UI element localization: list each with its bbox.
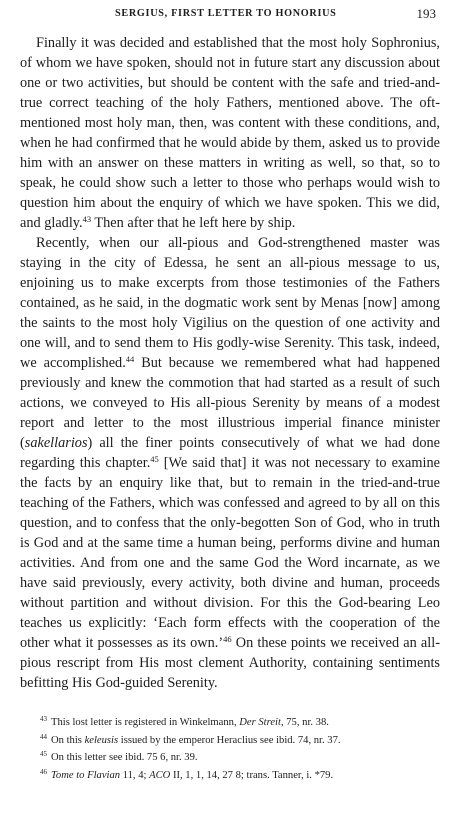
text-run: 11, 4;	[120, 769, 150, 781]
text-run: [We said that] it was not necessary to examine the facts by an enquiry like that, but to remain in the tried-and-true teaching of the Fathers, which was confessed and agreed to by all on this question, and to confess that the only-begotten Son of God, who in truth is God and at the same time a human being, performs divine and human activities. And from one and the same God the Word incarnate, as we have said previously, every activity, both divine and human, proceeds without partition and without division. For this the God-bearing Leo teaches us explicitly: ‘Each form effects with the cooperation of the other what it possesses as its own.’	[20, 455, 440, 651]
footnote	[40, 714, 440, 732]
text-run: But because we remembered what had happened previously and knew the commotion that had started as a result of such actions, we conveyed to His all-pious Serenity by means of a modest report and letter to the most illustrious imperial finance minister (	[20, 355, 440, 451]
text-run: issued by the emperor Heraclius see ibid. 74, nr. 37.	[118, 734, 341, 746]
footnote	[40, 767, 440, 785]
footnote-ref: 44	[40, 732, 47, 741]
footnote-ref: 46	[223, 634, 232, 644]
italic-text: keleusis	[84, 734, 119, 746]
text-run: This lost letter is registered in Winkelmann,	[51, 717, 240, 728]
footnote-ref: 45	[40, 750, 47, 759]
running-title: SERGIUS, FIRST LETTER TO HONORIUS	[115, 8, 337, 19]
text-run: Then after that he left here by ship.	[91, 215, 296, 231]
footnote	[40, 749, 440, 767]
italic-text: sakellarios	[24, 435, 88, 451]
footnote-ref: 43	[40, 715, 47, 723]
italic-text: Der Streit	[239, 717, 281, 728]
body-text	[20, 33, 440, 693]
italic-text: Tome to Flavian	[51, 769, 121, 781]
italic-text: ACO	[149, 769, 171, 781]
text-run: Finally it was decided and established that the most holy Sophronius, of whom we have spoken, should not in future start any discussion about one or two activities, but should be content with the safe and tried-and-true correct teaching of the holy Fathers, mentioned above. The oft-mentioned most holy man, then, was content with these conditions, and, when he had confirmed that he would abide by them, asked us to provide him with an answer on these matters in writing as well, so that, so to speak, he could show such a letter to those who perhaps would wish to question him about the enquiry of which we have spoken. This we did, and gladly.	[20, 35, 440, 231]
text-run: On this letter see ibid. 75 6, nr. 39.	[51, 752, 198, 764]
footnotes	[40, 714, 440, 784]
text-run: II, 1, 1, 14, 27 8; trans. Tanner, i. *79.	[170, 769, 334, 781]
text-run: Recently, when our all-pious and God-strengthened master was staying in the city of Edessa, he sent an all-pious message to us, enjoining us to make excerpts from those testimonies of the Fathers contained, as he said, in the dogmatic work sent by Menas [now] among the saints to the most holy Vigilius on the question of one activity and one will, and to send them to His godly-wise Serenity. This task, indeed, we accomplished.	[20, 235, 440, 371]
paragraph	[20, 33, 440, 233]
text-run: , 75, nr. 38.	[280, 717, 329, 728]
running-head	[30, 6, 436, 22]
footnote-ref: 45	[150, 454, 159, 464]
text-run: ) all the finer points consecutively of what we had done regarding this chapter.	[20, 435, 440, 471]
footnote-ref: 46	[40, 767, 47, 776]
text-run: On these points we received an all-pious rescript from His most clement Authority, containing sentiments befitting His God-guided Serenity.	[20, 635, 440, 691]
footnote	[40, 732, 440, 750]
paragraph	[20, 233, 440, 693]
footnote-ref: 43	[82, 214, 92, 224]
page-number: 193	[416, 6, 436, 21]
text-run: On this	[51, 734, 85, 746]
footnote-ref: 44	[125, 354, 135, 364]
